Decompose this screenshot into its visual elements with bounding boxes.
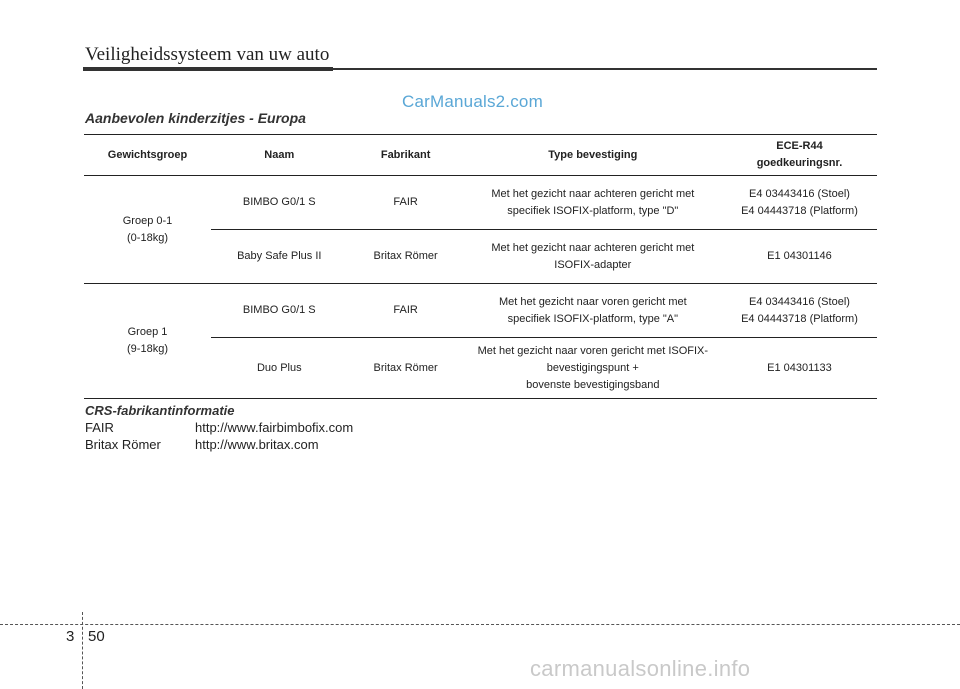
seat-maker: FAIR [348,284,464,338]
seat-maker: Britax Römer [348,230,464,284]
seat-name: Baby Safe Plus II [211,230,348,284]
weight-group-range: (9-18kg) [127,343,168,355]
seat-name: Duo Plus [256,361,302,374]
weight-group-label: Groep 1 [127,326,168,338]
seat-ece-number [722,338,877,399]
weight-group-label: Groep 0-1 [122,214,173,227]
child-seat-table [84,134,877,399]
crs-maker-name: Britax Römer [85,437,161,452]
crs-entry [85,437,319,452]
header-ece-approval [722,135,877,176]
table-row [84,284,877,338]
watermark-top: CarManuals2.com [402,92,543,111]
header-rule [83,68,877,70]
table-row [84,176,877,230]
seat-mount-type [464,230,722,284]
ece-line: E1 04301146 [767,250,832,262]
ece-line: E4 03443416 (Stoel) [749,187,850,200]
mount-type-line: Met het gezicht naar achteren gericht met [491,187,695,200]
seat-mount-type [464,176,722,230]
page-number: 50 [88,628,105,645]
seat-maker: Britax Römer [373,361,438,374]
ece-line: E4 04443718 (Platform) [741,312,858,325]
seat-name: BIMBO G0/1 S [211,284,348,338]
weight-group-cell [84,284,211,399]
weight-group-range: (0-18kg) [127,231,168,244]
mount-type-line: ISOFIX-adapter [554,258,632,271]
crs-maker-name: FAIR [85,420,114,435]
ece-line: E4 03443416 (Stoel) [749,295,850,308]
header-maker: Fabrikant [348,135,464,176]
seat-maker: FAIR [348,176,464,230]
mount-type-line: specifiek ISOFIX-platform, type "D" [507,204,679,217]
header-mount-type: Type bevestiging [464,135,722,176]
seat-mount-type [464,284,722,338]
header-ece-line2: goedkeuringsnr. [756,157,843,169]
header-weight-group: Gewichtsgroep [84,135,211,176]
seat-name: BIMBO G0/1 S [211,176,348,230]
page-header-title: Veiligheidssysteem van uw auto [85,44,330,65]
crs-entry [85,420,353,435]
crs-maker-url[interactable]: http://www.britax.com [195,437,319,452]
ece-line: E4 04443718 (Platform) [741,204,858,217]
seat-ece-number [722,176,877,230]
ece-line: E1 04301133 [767,361,832,374]
footer-divider [82,612,83,689]
mount-type-line: Met het gezicht naar achteren gericht met [491,241,695,254]
crs-maker-url[interactable]: http://www.fairbimbofix.com [195,420,354,435]
table-header-row [84,135,877,176]
seat-ece-number [722,284,877,338]
footer-rule [0,624,960,625]
mount-type-line: bevestigingspunt + [546,361,639,374]
mount-type-line: specifiek ISOFIX-platform, type "A" [507,312,679,325]
header-ece-line1: ECE-R44 [776,140,823,152]
watermark-bottom: carmanualsonline.info [530,656,751,681]
crs-info-title: CRS-fabrikantinformatie [85,403,235,418]
mount-type-line: Met het gezicht naar voren gericht met ISOFIX- [477,344,709,357]
mount-type-line: bovenste bevestigingsband [526,378,660,391]
weight-group-cell [84,176,211,284]
header-name: Naam [211,135,348,176]
seat-mount-type [464,338,722,399]
page-section-number: 3 [66,628,75,645]
seat-ece-number [722,230,877,284]
mount-type-line: Met het gezicht naar voren gericht met [498,295,687,308]
section-title: Aanbevolen kinderzitjes - Europa [85,110,306,126]
